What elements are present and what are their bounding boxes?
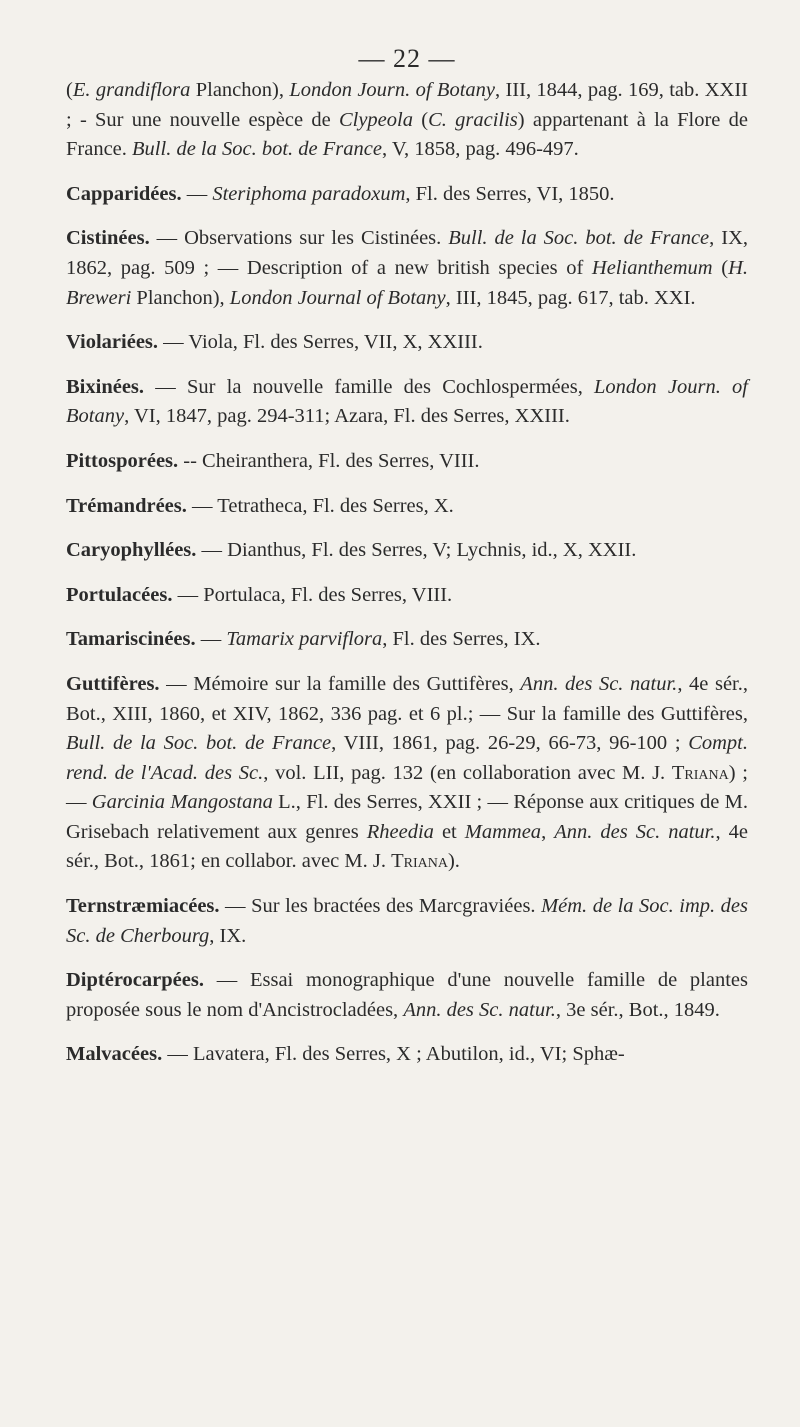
citation-text: , 3e sér., Bot., 1849. bbox=[555, 998, 720, 1021]
bibliography-entry bbox=[66, 1040, 748, 1070]
citation-text: L., Fl. des Serres, XXII ; — Réponse aux critiques de M. Grisebach relativement aux genres bbox=[66, 791, 749, 843]
citation-text: , V, 1858, pag. 496-497. bbox=[381, 138, 579, 161]
citation-text: ). bbox=[447, 850, 460, 873]
citation-text: — Essai monographique d'une nouvelle famille de plantes proposée sous le nom d'Ancistrocladées, bbox=[66, 969, 748, 1021]
bibliography-entry bbox=[66, 492, 748, 522]
citation-italic-text: H. Breweri bbox=[66, 256, 748, 309]
bibliography-entry bbox=[66, 180, 748, 210]
bibliography-entry bbox=[66, 76, 748, 165]
citation-italic-text: Tamarix parviflora bbox=[226, 628, 383, 651]
bibliography-entry bbox=[66, 373, 748, 432]
citation-text: ( bbox=[66, 79, 73, 101]
family-name: Diptérocarpées. bbox=[66, 969, 204, 992]
bibliography-entry bbox=[66, 670, 748, 877]
citation-text: , Fl. des Serres, IX. bbox=[382, 628, 541, 651]
author-name: Triana bbox=[671, 761, 729, 784]
citation-text: , III, 1844, pag. 169, tab. XXII ; - Sur une nouvelle espèce de bbox=[66, 79, 748, 131]
citation-italic-text: Compt. rend. de l'Acad. des Sc. bbox=[66, 732, 748, 784]
author-name: Triana bbox=[391, 850, 448, 873]
citation-italic-text: Mammea bbox=[464, 820, 542, 843]
bibliography-entry bbox=[66, 625, 748, 655]
family-name: Malvacées. bbox=[66, 1043, 163, 1066]
citation-italic-text: Bull. de la Soc. bot. de France bbox=[132, 138, 382, 161]
family-name: Caryophyllées. bbox=[66, 539, 197, 562]
citation-text: ( bbox=[712, 256, 729, 279]
citation-text: — bbox=[195, 628, 227, 651]
citation-italic-text: Ann. des Sc. natur. bbox=[520, 672, 678, 695]
citation-italic-text: Bull. de la Soc. bot. de France bbox=[66, 732, 332, 755]
citation-text: — Viola, Fl. des Serres, VII, X, XXIII. bbox=[158, 331, 483, 354]
bibliography-entry bbox=[66, 224, 748, 313]
citation-text: — Tetratheca, Fl. des Serres, X. bbox=[186, 494, 454, 517]
citation-text: — bbox=[181, 182, 213, 205]
family-name: Portulacées. bbox=[66, 583, 173, 606]
family-name: Guttifères. bbox=[66, 672, 160, 695]
citation-italic-text: London Journ. of Botany bbox=[66, 375, 748, 428]
citation-italic-text: Helianthemum bbox=[591, 256, 713, 279]
citation-italic-text: Clypeola bbox=[338, 108, 413, 131]
family-name: Trémandrées. bbox=[66, 494, 187, 517]
bibliography-entry bbox=[66, 536, 748, 566]
bibliography-list bbox=[66, 76, 748, 1070]
citation-italic-text: E. grandiflora bbox=[72, 79, 191, 101]
citation-italic-text: London Journal of Botany bbox=[229, 286, 446, 309]
bibliography-entry bbox=[66, 892, 748, 951]
citation-italic-text: Mém. de la Soc. imp. des Sc. de Cherbourg bbox=[66, 895, 749, 947]
citation-text: — Dianthus, Fl. des Serres, V; Lychnis, id., X, XXII. bbox=[196, 539, 637, 562]
citation-text: , IX, 1862, pag. 509 ; — Description of a new british species of bbox=[66, 227, 748, 279]
citation-italic-text: Rheedia bbox=[366, 820, 434, 843]
citation-text: — Lavatera, Fl. des Serres, X ; Abutilon, id., VI; Sphæ- bbox=[162, 1043, 625, 1066]
citation-text: , 4e sér., Bot., 1861; en collabor. avec M. J. bbox=[66, 820, 749, 873]
citation-italic-text: Bull. de la Soc. bot. de France bbox=[448, 227, 710, 250]
citation-text: — Mémoire sur la famille des Guttifères, bbox=[159, 672, 521, 695]
family-name: Violariées. bbox=[66, 331, 159, 354]
citation-italic-text: C. gracilis bbox=[428, 108, 518, 131]
citation-text: Planchon), bbox=[131, 286, 230, 309]
family-name: Bixinées. bbox=[66, 375, 145, 398]
citation-italic-text: Steriphoma paradoxum bbox=[212, 182, 406, 205]
citation-text: , vol. LII, pag. 132 (en collaboration avec M. J. bbox=[263, 761, 672, 784]
citation-text: ( bbox=[412, 108, 429, 131]
citation-text: -- Cheiranthera, Fl. des Serres, VIII. bbox=[178, 449, 480, 472]
citation-italic-text: Ann. des Sc. natur. bbox=[554, 820, 716, 843]
citation-italic-text: London Journ. of Botany bbox=[289, 79, 495, 101]
bibliography-entry bbox=[66, 581, 748, 611]
citation-text: Planchon), bbox=[190, 79, 290, 101]
bibliography-entry bbox=[66, 447, 748, 477]
citation-text: , Fl. des Serres, VI, 1850. bbox=[405, 182, 615, 205]
citation-text: et bbox=[433, 820, 465, 843]
citation-text: , III, 1845, pag. 617, tab. XXI. bbox=[445, 286, 696, 309]
family-name: Capparidées. bbox=[66, 182, 182, 205]
citation-text: — Sur la nouvelle famille des Cochlospermées, bbox=[144, 375, 595, 398]
family-name: Cistinées. bbox=[66, 227, 150, 250]
family-name: Ternstræmiacées. bbox=[66, 895, 220, 918]
citation-text: ) appartenant à la Flore de France. bbox=[66, 108, 748, 161]
citation-text: — Portulaca, Fl. des Serres, VIII. bbox=[172, 583, 453, 606]
citation-text: , IX. bbox=[209, 924, 247, 947]
citation-text: , bbox=[541, 820, 555, 843]
bibliography-entry bbox=[66, 328, 748, 358]
family-name: Pittosporées. bbox=[66, 449, 179, 472]
family-name: Tamariscinées. bbox=[66, 628, 196, 651]
citation-text: — Observations sur les Cistinées. bbox=[149, 227, 449, 250]
citation-text: ) ; — bbox=[66, 761, 748, 814]
citation-italic-text: Ann. des Sc. natur. bbox=[403, 998, 556, 1021]
citation-text: , 4e sér., Bot., XIII, 1860, et XIV, 1862, 336 pag. et 6 pl.; — Sur la famille des Guttifères, bbox=[66, 672, 748, 725]
citation-text: , VIII, 1861, pag. 26-29, 66-73, 96-100 ; bbox=[331, 732, 689, 755]
citation-text: — Sur les bractées des Marcgraviées. bbox=[219, 895, 542, 918]
citation-text: , VI, 1847, pag. 294-311; Azara, Fl. des Serres, XXIII. bbox=[124, 405, 570, 428]
bibliography-entry bbox=[66, 966, 748, 1025]
citation-italic-text: Garcinia Mangostana bbox=[91, 791, 273, 814]
page-number: — 22 — bbox=[358, 44, 456, 73]
